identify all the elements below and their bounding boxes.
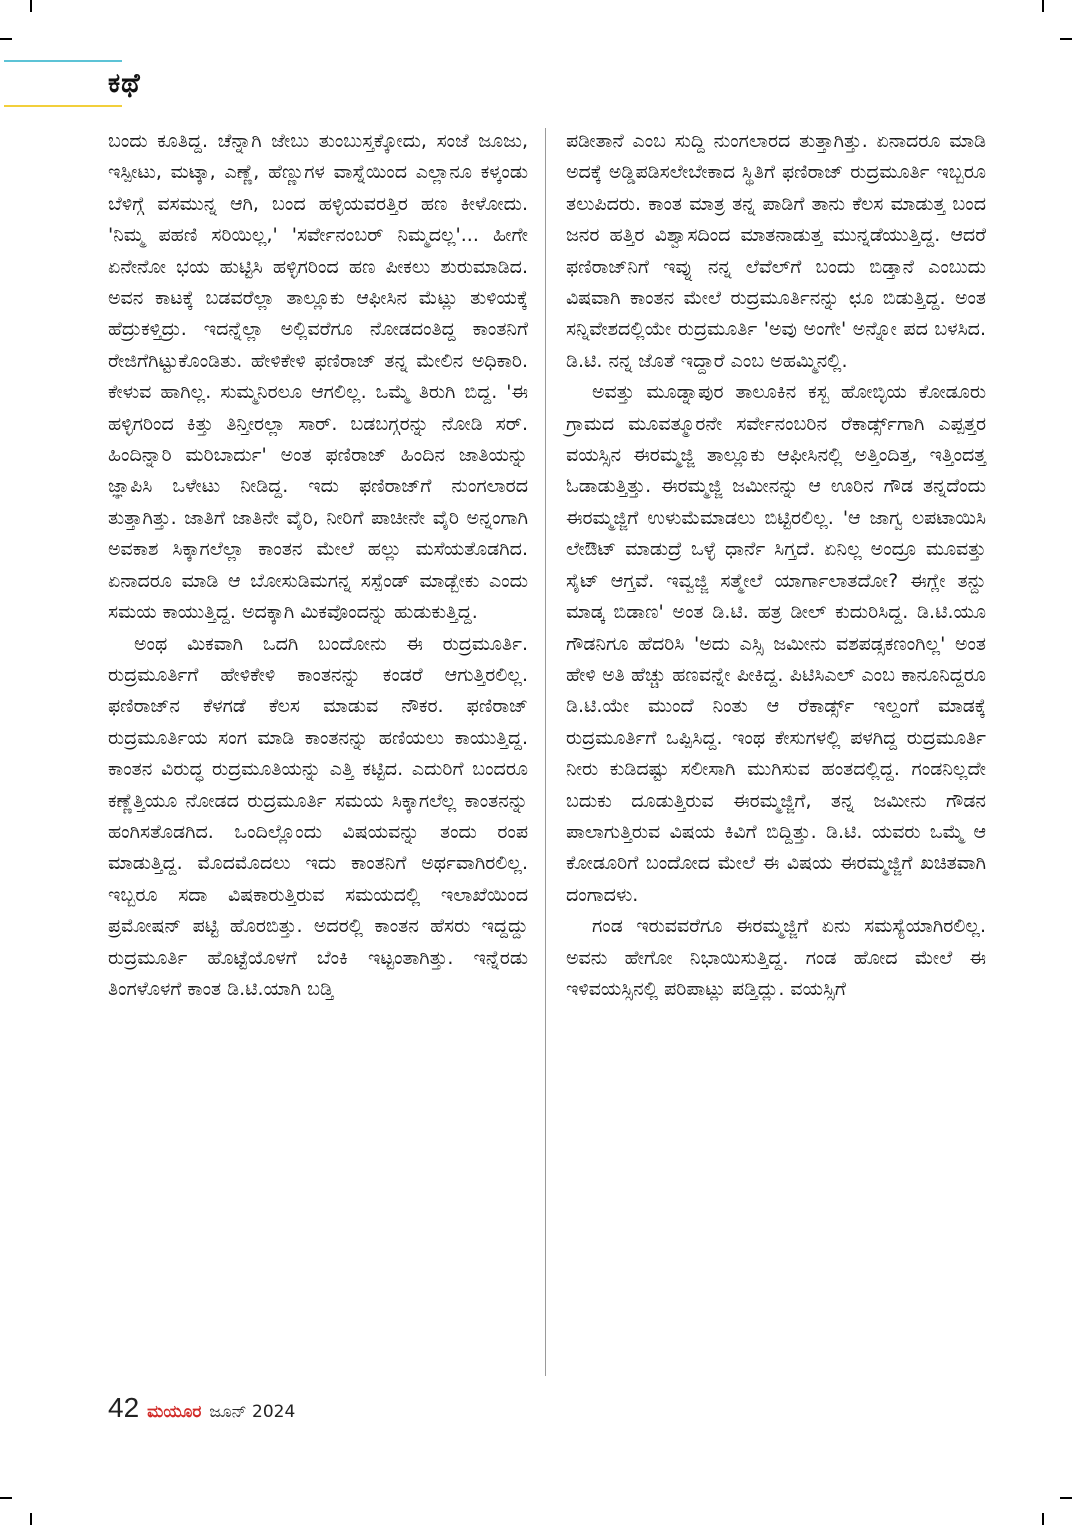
page-number: 42 <box>108 1392 140 1423</box>
paragraph: ಅವತ್ತು ಮೂಡ್ನಾಪುರ ತಾಲೂಕಿನ ಕಸ್ಬ ಹೋಬ್ಳಿಯ ಕೋಡೂರು ಗ್ರಾಮದ ಮೂವತ್ಮೂರನೇ ಸರ್ವೇನಂಬರಿನ ರೆಕಾರ್ಡ್ಸ್‌ಗಾಗಿ ಎಪ್ಪತ್ತರ ವಯಸ್ಸಿನ ಈರಮ್ಮಜ್ಜಿ ತಾಲ್ಲೂಕು ಆಫೀಸಿನಲ್ಲಿ ಅತ್ತಿಂದಿತ್ತ, ಇತ್ತಿಂದತ್ತ ಓಡಾಡುತ್ತಿತ್ತು. ಈರಮ್ಮಜ್ಜಿ ಜಮೀನನ್ನು ಆ ಊರಿನ ಗೌಡ ತನ್ನದೆಂದು ಈರಮ್ಮಜ್ಜಿಗೆ ಉಳುಮೆಮಾಡಲು ಬಿಟ್ಟಿರಲಿಲ್ಲ. 'ಆ ಜಾಗ್ವ ಲಪಟಾಯಿಸಿ ಲೇಔಟ್ ಮಾಡುದ್ರೆ ಒಳ್ಳೆ ಧಾರ್ನೆ ಸಿಗ್ತದೆ. ಏನಿಲ್ಲ ಅಂದ್ರೂ ಮೂವತ್ತು ಸೈಟ್ ಆಗ್ತವೆ. ಇವ್ವಜ್ಜಿ ಸತ್ಮೇಲೆ ಯಾರ್ಗಾಲಾತದೋ? ಈಗ್ಲೇ ತನ್ದು ಮಾಡ್ಕ ಬಿಡಾಣ' ಅಂತ ಡಿ.ಟಿ. ಹತ್ರ ಡೀಲ್ ಕುದುರಿಸಿದ್ದ. ಡಿ.ಟಿ.ಯೂ ಗೌಡನಿಗೂ ಹೆದರಿಸಿ 'ಅದು ಎಸ್ಸಿ ಜಮೀನು ವಶಪಡ್ಸಕಣಂಗಿಲ್ಲ' ಅಂತ ಹೇಳಿ ಅತಿ ಹೆಚ್ಚು ಹಣವನ್ನೇ ಪೀಕಿದ್ದ. ಪಿಟಿಸಿಎಲ್ ಎಂಬ ಕಾನೂನಿದ್ದರೂ ಡಿ.ಟಿ.ಯೇ ಮುಂದೆ ನಿಂತು ಆ ರೆಕಾರ್ಡ್ಸ್ ಇಲ್ದಂಗೆ ಮಾಡಕ್ಕೆ ರುದ್ರಮೂರ್ತಿಗೆ ಒಪ್ಪಿಸಿದ್ದ. ಇಂಥ ಕೇಸುಗಳಲ್ಲಿ ಪಳಗಿದ್ದ ರುದ್ರಮೂರ್ತಿ ನೀರು ಕುಡಿದಷ್ಟು ಸಲೀಸಾಗಿ ಮುಗಿಸುವ ಹಂತದಲ್ಲಿದ್ದ. ಗಂಡನಿಲ್ಲದೇ ಬದುಕು ದೂಡುತ್ತಿರುವ ಈರಮ್ಮಜ್ಜಿಗೆ, ತನ್ನ ಜಮೀನು ಗೌಡನ ಪಾಲಾಗುತ್ತಿರುವ ವಿಷಯ ಕಿವಿಗೆ ಬಿದ್ದಿತ್ತು. ಡಿ.ಟಿ. ಯವರು ಒಮ್ಮೆ ಆ ಕೋಡೂರಿಗೆ ಬಂದೋದ ಮೇಲೆ ಈ ವಿಷಯ ಈರಮ್ಮಜ್ಜಿಗೆ ಖಚಿತವಾಗಿ ದಂಗಾದಳು. <box>566 381 986 906</box>
header-accent-line-bottom <box>4 105 122 107</box>
crop-mark <box>30 1513 32 1525</box>
article-column-left <box>108 126 528 1005</box>
crop-mark <box>0 38 12 40</box>
article-column-right <box>566 126 986 1005</box>
crop-mark <box>0 1497 12 1499</box>
paragraph: ಬಂದು ಕೂತಿದ್ದ. ಚೆನ್ನಾಗಿ ಜೇಬು ತುಂಬುಸ್ತಕ್ಕೋದು, ಸಂಜೆ ಜೂಜು, ಇಸ್ಪೀಟು, ಮಟ್ಕಾ, ಎಣ್ಣೆ, ಹೆಣ್ಣುಗಳ ವಾಸ್ನೆಯಿಂದ ಎಲ್ಲಾನೂ ಕಳ್ಕಂಡು ಬೆಳಿಗ್ಗೆ ವಸಮುನ್ನ ಆಗಿ, ಬಂದ ಹಳ್ಳಿಯವರತ್ತಿರ ಹಣ ಕೀಳೋದು. 'ನಿಮ್ಮ ಪಹಣಿ ಸರಿಯಿಲ್ಲ,' 'ಸರ್ವೇನಂಬರ್ ನಿಮ್ಮದಲ್ಲ'... ಹೀಗೇ ಏನೇನೋ ಭಯ ಹುಟ್ಟಿಸಿ ಹಳ್ಳಿಗರಿಂದ ಹಣ ಪೀಕಲು ಶುರುಮಾಡಿದ. ಅವನ ಕಾಟಕ್ಕೆ ಬಡವರೆಲ್ಲಾ ತಾಲ್ಲೂಕು ಆಫೀಸಿನ ಮೆಟ್ಲು ತುಳಿಯಕ್ಕೆ ಹೆದ್ರುಕಳ್ತಿದ್ರು. ಇದನ್ನೆಲ್ಲಾ ಅಲ್ಲಿವರೆಗೂ ನೋಡದಂತಿದ್ದ ಕಾಂತನಿಗೆ ರೇಜಿಗೆಗಿಟ್ಟುಕೊಂಡಿತು. ಹೇಳಿಕೇಳಿ ಫಣಿರಾಜ್ ತನ್ನ ಮೇಲಿನ ಅಧಿಕಾರಿ. ಕೇಳುವ ಹಾಗಿಲ್ಲ. ಸುಮ್ಮನಿರಲೂ ಆಗಲಿಲ್ಲ. ಒಮ್ಮೆ ತಿರುಗಿ ಬಿದ್ದ. 'ಈ ಹಳ್ಳಿಗರಿಂದ ಕಿತ್ತು ತಿನ್ತೀರಲ್ಲಾ ಸಾರ್. ಬಡಬಗ್ಗರನ್ನು ನೋಡಿ ಸರ್. ಹಿಂದಿನ್ನಾರಿ ಮರಿಬಾರ್ದು' ಅಂತ ಫಣಿರಾಜ್ ಹಿಂದಿನ ಜಾತಿಯನ್ನು ಜ್ಞಾಪಿಸಿ ಒಳೇಟು ನೀಡಿದ್ದ. ಇದು ಫಣಿರಾಜ್‌ಗೆ ನುಂಗಲಾರದ ತುತ್ತಾಗಿತ್ತು. ಜಾತಿಗೆ ಜಾತಿನೇ ವೈರಿ, ನೀರಿಗೆ ಪಾಚೀನೇ ವೈರಿ ಅನ್ನಂಗಾಗಿ ಅವಕಾಶ ಸಿಕ್ಕಾಗಲೆಲ್ಲಾ ಕಾಂತನ ಮೇಲೆ ಹಲ್ಲು ಮಸೆಯತೊಡಗಿದ. ಏನಾದರೂ ಮಾಡಿ ಆ ಬೋಸುಡಿಮಗನ್ನ ಸಸ್ಪೆಂಡ್ ಮಾಡ್ಬೇಕು ಎಂದು ಸಮಯ ಕಾಯುತ್ತಿದ್ದ. ಅದಕ್ಕಾಗಿ ಮಿಕವೊಂದನ್ನು ಹುಡುಕುತ್ತಿದ್ದ. <box>108 130 528 624</box>
paragraph: ಪಡೀತಾನೆ ಎಂಬ ಸುದ್ದಿ ನುಂಗಲಾರದ ತುತ್ತಾಗಿತ್ತು. ಏನಾದರೂ ಮಾಡಿ ಅದಕ್ಕೆ ಅಡ್ಡಿಪಡಿಸಲೇಬೇಕಾದ ಸ್ಥಿತಿಗೆ ಫಣಿರಾಜ್ ರುದ್ರಮೂರ್ತಿ ಇಬ್ಬರೂ ತಲುಪಿದರು. ಕಾಂತ ಮಾತ್ರ ತನ್ನ ಪಾಡಿಗೆ ತಾನು ಕೆಲಸ ಮಾಡುತ್ತ ಬಂದ ಜನರ ಹತ್ತಿರ ವಿಶ್ವಾಸದಿಂದ ಮಾತನಾಡುತ್ತ ಮುನ್ನಡೆಯುತ್ತಿದ್ದ. ಆದರೆ ಫಣಿರಾಜ್‌ನಿಗೆ ಇವ್ನು ನನ್ನ ಲೆವೆಲ್‌ಗೆ ಬಂದು ಬಿಡ್ತಾನೆ ಎಂಬುದು ವಿಷವಾಗಿ ಕಾಂತನ ಮೇಲೆ ರುದ್ರಮೂರ್ತಿನನ್ನು ಛೂ ಬಿಡುತ್ತಿದ್ದ. ಅಂತ ಸನ್ನಿವೇಶದಲ್ಲಿಯೇ ರುದ್ರಮೂರ್ತಿ 'ಅವು ಅಂಗೇ' ಅನ್ನೋ ಪದ ಬಳಸಿದ. ಡಿ.ಟಿ. ನನ್ನ ಜೊತೆ ಇದ್ದಾರೆ ಎಂಬ ಅಹಮ್ಮಿನಲ್ಲಿ. <box>566 130 986 372</box>
section-title: ಕಥೆ <box>108 68 141 99</box>
column-divider <box>545 128 546 1376</box>
crop-mark <box>1042 1513 1044 1525</box>
crop-mark <box>1042 0 1044 12</box>
crop-mark <box>30 0 32 12</box>
paragraph: ಅಂಥ ಮಿಕವಾಗಿ ಒದಗಿ ಬಂದೋನು ಈ ರುದ್ರಮೂರ್ತಿ. ರುದ್ರಮೂರ್ತಿಗೆ ಹೇಳಿಕೇಳಿ ಕಾಂತನನ್ನು ಕಂಡರೆ ಆಗುತ್ತಿರಲಿಲ್ಲ. ಫಣಿರಾಜ್‌ನ ಕೆಳಗಡೆ ಕೆಲಸ ಮಾಡುವ ನೌಕರ. ಫಣಿರಾಜ್ ರುದ್ರಮೂರ್ತಿಯ ಸಂಗ ಮಾಡಿ ಕಾಂತನನ್ನು ಹಣಿಯಲು ಕಾಯುತ್ತಿದ್ದ. ಕಾಂತನ ವಿರುದ್ಧ ರುದ್ರಮೂತಿಯನ್ನು ಎತ್ತಿ ಕಟ್ಟಿದ. ಎದುರಿಗೆ ಬಂದರೂ ಕಣ್ಣೆತ್ತಿಯೂ ನೋಡದ ರುದ್ರಮೂರ್ತಿ ಸಮಯ ಸಿಕ್ಕಾಗಲೆಲ್ಲ ಕಾಂತನನ್ನು ಹಂಗಿಸತೊಡಗಿದ. ಒಂದಿಲ್ಲೊಂದು ವಿಷಯವನ್ನು ತಂದು ರಂಪ ಮಾಡುತ್ತಿದ್ದ. ಮೊದಮೊದಲು ಇದು ಕಾಂತನಿಗೆ ಅರ್ಥವಾಗಿರಲಿಲ್ಲ. ಇಬ್ಬರೂ ಸದಾ ವಿಷಕಾರುತ್ತಿರುವ ಸಮಯದಲ್ಲಿ ಇಲಾಖೆಯಿಂದ ಪ್ರಮೋಷನ್ ಪಟ್ಟಿ ಹೊರಬಿತ್ತು. ಅದರಲ್ಲಿ ಕಾಂತನ ಹೆಸರು ಇದ್ದದ್ದು ರುದ್ರಮೂರ್ತಿ ಹೊಟ್ಟೆಯೊಳಗೆ ಬೆಂಕಿ ಇಟ್ಟಂತಾಗಿತ್ತು. ಇನ್ನೆರಡು ತಿಂಗಳೊಳಗೆ ಕಾಂತ ಡಿ.ಟಿ.ಯಾಗಿ ಬಡ್ತಿ <box>108 632 528 1000</box>
paragraph: ಗಂಡ ಇರುವವರೆಗೂ ಈರಮ್ಮಜ್ಜಿಗೆ ಏನು ಸಮಸ್ಯೆಯಾಗಿರಲಿಲ್ಲ. ಅವನು ಹೇಗೋ ನಿಭಾಯಿಸುತ್ತಿದ್ದ. ಗಂಡ ಹೋದ ಮೇಲೆ ಈ ಇಳಿವಯಸ್ಸಿನಲ್ಲಿ ಪರಿಪಾಟ್ಲು ಪಡ್ತಿದ್ಲು. ವಯಸ್ಸಿಗೆ <box>566 915 986 1000</box>
issue-date: ಜೂನ್ 2024 <box>209 1402 296 1422</box>
magazine-logo: ಮಯೂರ <box>147 1402 202 1422</box>
header-accent-line-top <box>4 60 122 62</box>
crop-mark <box>1060 1497 1072 1499</box>
crop-mark <box>1060 38 1072 40</box>
page-footer <box>108 1392 295 1432</box>
